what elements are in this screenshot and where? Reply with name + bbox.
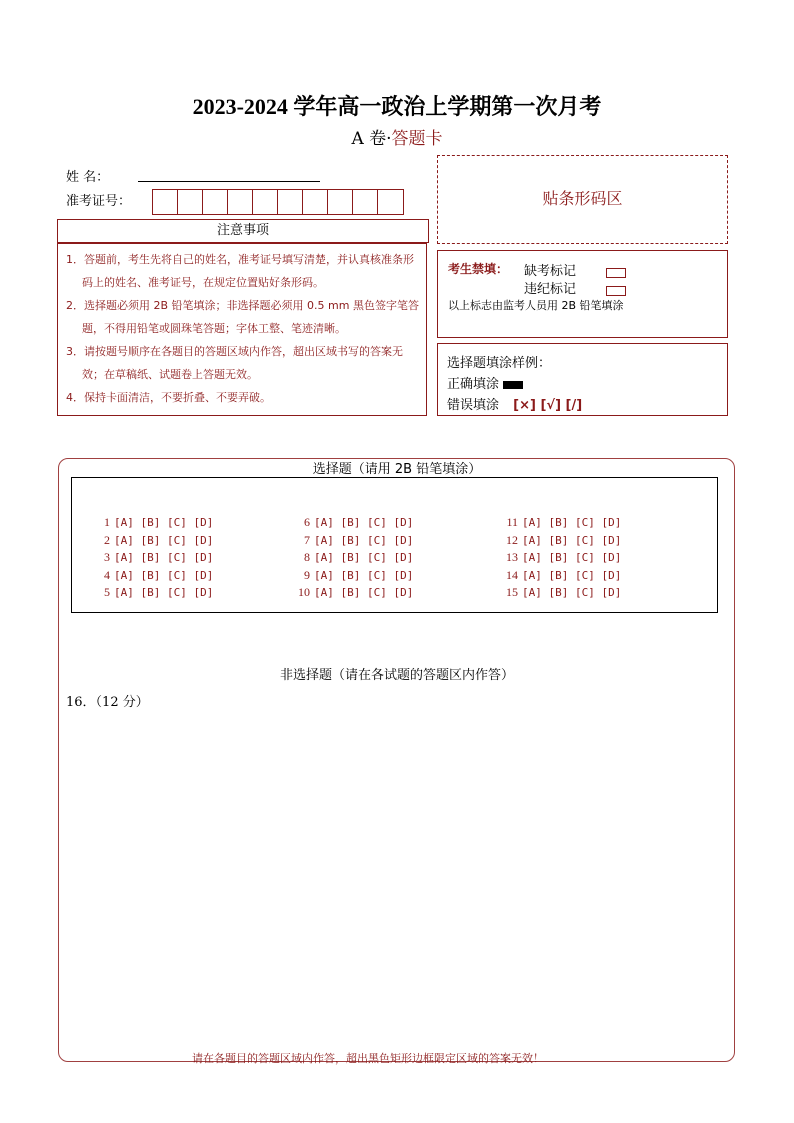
question-number: 10 [298,585,310,599]
question-number: 13 [506,550,518,564]
sample-title: 选择题填涂样例： [447,356,552,371]
question-number: 7 [304,532,310,547]
notice-item-1: 1．答题前，考生先将自己的姓名，准考证号填写清楚，并认真核准条形码上的姓名、准考证号，在规定位置贴好条形码。 [66,253,414,289]
mcq-row[interactable] [96,549,213,567]
question-number: 5 [104,585,110,599]
id-digit-cell[interactable] [328,190,353,214]
id-digit-cell[interactable] [378,190,403,214]
answer-options[interactable]: [A] [B] [C] [D] [314,533,414,547]
name-label: 姓 名： [66,170,110,185]
question-number: 15 [506,585,518,599]
mcq-row[interactable] [498,567,621,585]
barcode-area [437,155,728,244]
mcq-row[interactable] [498,549,621,567]
mcq-row[interactable] [296,567,413,585]
question-number: 4 [104,567,110,582]
answer-options[interactable]: [A] [B] [C] [D] [314,568,414,582]
question-number: 9 [304,567,310,582]
answer-options[interactable]: [A] [B] [C] [D] [114,516,214,529]
mcq-row[interactable] [296,549,413,567]
notice-title: 注意事项 [57,219,429,243]
absent-label: 缺考标记 [524,264,577,279]
wrong-marks: [×] [√] [/] [513,398,583,413]
violation-label: 违纪标记 [524,282,577,297]
mcq-column-2 [296,514,413,602]
answer-options[interactable]: [A] [B] [C] [D] [522,568,622,582]
answer-options[interactable]: [A] [B] [C] [D] [114,586,214,599]
subtitle-prefix: A 卷· [351,129,392,149]
id-digit-cell[interactable] [303,190,328,214]
answer-options[interactable]: [A] [B] [C] [D] [114,568,214,582]
fill-sample-section [437,343,728,416]
filled-mark [503,381,523,389]
banned-section [437,250,728,338]
banned-title: 考生禁填： [448,262,509,276]
question-number: 12 [506,532,518,547]
answer-options[interactable]: [A] [B] [C] [D] [522,516,622,529]
answer-options[interactable]: [A] [B] [C] [D] [522,586,622,599]
question-number: 3 [104,550,110,564]
mcq-row[interactable] [498,584,621,602]
mcq-row[interactable] [96,532,213,550]
answer-options[interactable]: [A] [B] [C] [D] [114,551,214,564]
answer-options[interactable]: [A] [B] [C] [D] [314,551,414,564]
question-number: 11 [506,515,518,529]
answer-options[interactable]: [A] [B] [C] [D] [522,551,622,564]
question-number: 6 [304,515,310,529]
wrong-label: 错误填涂 [447,398,500,413]
mcq-column-1 [96,514,213,602]
notice-body [57,243,427,416]
mcq-title: 选择题（请用 2B 铅笔填涂） [312,462,482,477]
id-digit-cell[interactable] [203,190,228,214]
mcq-row[interactable] [296,584,413,602]
question-number: 2 [104,532,110,547]
mcq-row[interactable] [96,514,213,532]
id-digit-cell[interactable] [178,190,203,214]
footer-warning: 请在各题目的答题区域内作答，超出黑色矩形边框限定区域的答案无效！ [192,1052,544,1065]
mcq-row[interactable] [96,567,213,585]
id-digit-cell[interactable] [253,190,278,214]
name-field[interactable] [138,181,320,182]
notice-item-4: 4．保持卡面清洁，不要折叠、不要弄破。 [66,391,271,404]
page-title: 2023-2024 学年高一政治上学期第一次月考 [192,94,602,119]
mcq-row[interactable] [296,514,413,532]
correct-label: 正确填涂 [447,377,500,392]
question-16-answer-area[interactable] [72,712,722,1042]
mcq-column-3 [498,514,621,602]
notice-item-2: 2．选择题必须用 2B 铅笔填涂；非选择题必须用 0.5 mm 黑色签字笔答题，不得用铅笔或圆珠笔答题；字体工整、笔迹清晰。 [66,299,419,335]
non-mcq-title: 非选择题（请在各试题的答题区内作答） [279,668,514,683]
notice-item-3: 3．请按题号顺序在各题目的答题区域内作答，超出区域书写的答案无效；在草稿纸、试题卷上答题无效。 [66,345,403,381]
id-digit-cell[interactable] [278,190,303,214]
id-number-boxes[interactable] [152,189,404,215]
question-number: 14 [506,567,518,582]
id-label: 准考证号： [66,194,132,209]
violation-mark-box[interactable] [606,286,626,296]
banned-note: 以上标志由监考人员用 2B 铅笔填涂 [448,299,624,312]
barcode-label: 贴条形码区 [542,189,623,208]
mcq-box [71,477,718,613]
id-digit-cell[interactable] [153,190,178,214]
mcq-row[interactable] [296,532,413,550]
id-digit-cell[interactable] [353,190,378,214]
subtitle-answer-card: 答题卡 [391,129,443,149]
question-number: 1 [104,515,110,529]
answer-options[interactable]: [A] [B] [C] [D] [522,533,622,547]
question-16-label: 16．（12 分） [66,695,149,710]
answer-options[interactable]: [A] [B] [C] [D] [314,516,414,529]
answer-options[interactable]: [A] [B] [C] [D] [114,533,214,547]
mcq-row[interactable] [498,532,621,550]
absent-mark-box[interactable] [606,268,626,278]
id-digit-cell[interactable] [228,190,253,214]
page-subtitle [0,124,794,149]
mcq-row[interactable] [498,514,621,532]
mcq-row[interactable] [96,584,213,602]
question-number: 8 [304,550,310,564]
answer-options[interactable]: [A] [B] [C] [D] [314,586,414,599]
